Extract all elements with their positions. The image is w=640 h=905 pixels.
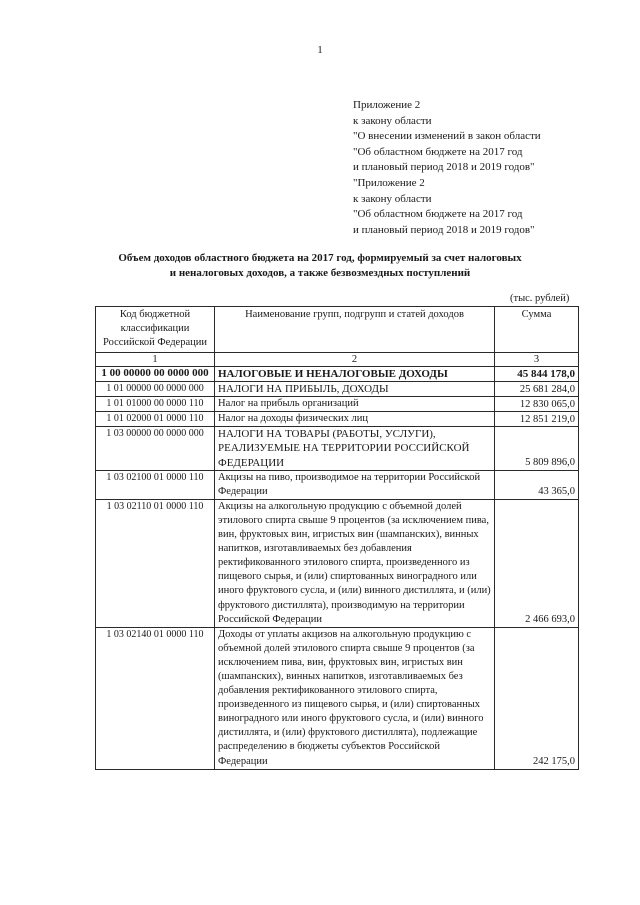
row-code: 1 03 02140 01 0000 110 [96,627,215,769]
row-name: Акцизы на пиво, производимое на территории Российской Федерации [215,470,495,499]
row-code: 1 03 02110 01 0000 110 [96,499,215,627]
table-row [96,470,579,499]
row-name: Налог на доходы физических лиц [215,412,495,427]
appendix-line: Приложение 2 [353,99,421,111]
row-name: Налог на прибыль организаций [215,397,495,412]
table-row [96,412,579,427]
table-row [96,367,579,382]
appendix-line: и плановый период 2018 и 2019 годов" [353,161,535,174]
appendix-line: "Об областном бюджете на 2017 год [353,145,523,158]
appendix-line: к закону области [353,192,432,205]
header-sum: Сумма [495,307,579,353]
column-number: 2 [215,353,495,367]
row-name: Доходы от уплаты акцизов на алкогольную продукцию с объемной долей этилового спирта свыше 9 процентов (за исключением пива, вин, фруктовых вин, игристых вин (шампанских), винных напитков, изготавливаемых без добавления ректификованного этилового спирта, произведенного из пищевого сырья, и (или) спиртованных виноградного или иного фруктового сусла, и (или) винного дистиллята, и (или) фруктового дистиллята), подлежащие распределению в бюджеты субъектов Российской Федерации [215,627,495,769]
row-code: 1 03 02100 01 0000 110 [96,470,215,499]
row-sum: 2 466 693,0 [495,499,579,627]
column-number: 1 [96,353,215,367]
table-header-row [96,307,579,353]
table-row [96,499,579,627]
row-code: 1 00 00000 00 0000 000 [96,367,215,382]
header-name: Наименование групп, подгрупп и статей доходов [215,307,495,353]
header-code: Код бюджетной классификации Российской Федерации [96,307,215,353]
title-line-1: Объем доходов областного бюджета на 2017 год, формируемый за счет налоговых [118,252,522,264]
title-line-2: и неналоговых доходов, а также безвозмездных поступлений [169,267,471,279]
row-code: 1 01 01000 00 0000 110 [96,397,215,412]
appendix-header [353,98,541,238]
units-label: (тыс. рублей) [510,293,570,304]
row-sum: 242 175,0 [495,627,579,769]
row-sum: 12 851 219,0 [495,412,579,427]
row-code: 1 03 00000 00 0000 000 [96,427,215,470]
table-row [96,627,579,769]
page-number: 1 [317,44,323,56]
budget-table [95,306,579,770]
row-code: 1 01 00000 00 0000 000 [96,382,215,397]
appendix-line: и плановый период 2018 и 2019 годов" [353,223,535,236]
column-number: 3 [495,353,579,367]
table-row [96,397,579,412]
row-name: НАЛОГИ НА ТОВАРЫ (РАБОТЫ, УСЛУГИ), РЕАЛИЗУЕМЫЕ НА ТЕРРИТОРИИ РОССИЙСКОЙ ФЕДЕРАЦИИ [215,427,495,470]
row-sum: 12 830 065,0 [495,397,579,412]
table-row [96,382,579,397]
row-name: НАЛОГИ НА ПРИБЫЛЬ, ДОХОДЫ [215,382,495,397]
row-sum: 5 809 896,0 [495,427,579,470]
appendix-line: "О внесении изменений в закон области [353,130,541,143]
appendix-line: "Об областном бюджете на 2017 год [353,208,523,221]
appendix-line: "Приложение 2 [353,176,425,189]
table-row [96,427,579,470]
row-sum: 43 365,0 [495,470,579,499]
appendix-line: к закону области [353,114,432,127]
row-name: НАЛОГОВЫЕ И НЕНАЛОГОВЫЕ ДОХОДЫ [215,367,495,382]
row-sum: 25 681 284,0 [495,382,579,397]
column-number-row [96,353,579,367]
row-code: 1 01 02000 01 0000 110 [96,412,215,427]
document-title [0,251,640,281]
row-sum: 45 844 178,0 [495,367,579,382]
row-name: Акцизы на алкогольную продукцию с объемной долей этилового спирта свыше 9 процентов (за исключением пива, вин, фруктовых вин, игристых вин (шампанских), винных напитков, изготавливаемых без добавления ректификованного этилового спирта, произведенного из пищевого сырья, и (или) спиртованных виноградного или иного фруктового сусла, и (или) винного дистиллята, и (или) фруктового дистиллята), производимую на территории Российской Федерации [215,499,495,627]
